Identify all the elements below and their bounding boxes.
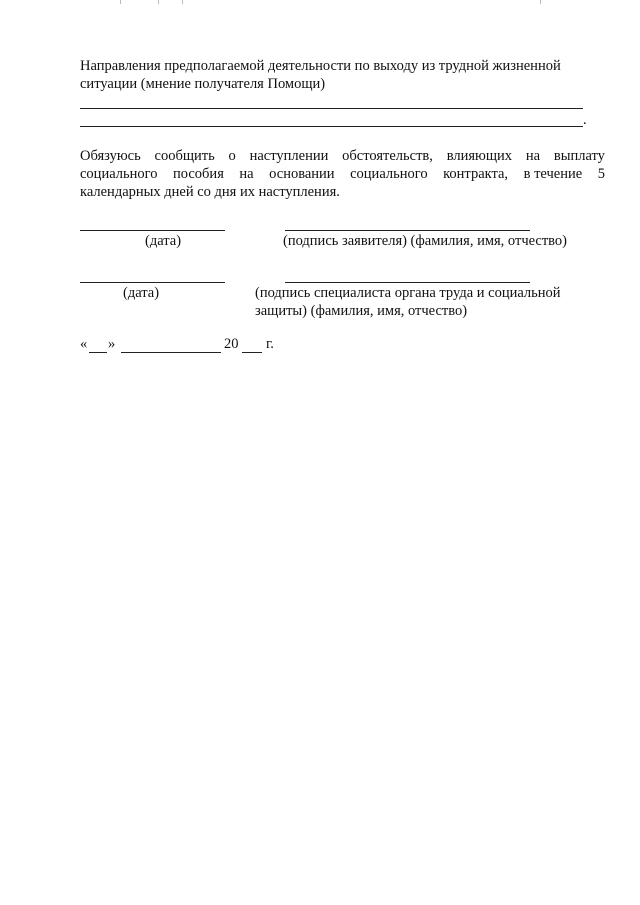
date-day-blank[interactable] xyxy=(89,352,107,353)
word: Обязуюсь xyxy=(80,148,141,164)
word: о xyxy=(228,148,236,164)
specialist-date-label: (дата) xyxy=(123,285,160,301)
word: сообщить xyxy=(154,148,215,164)
date-open-quote: « xyxy=(80,336,88,352)
scan-artifact xyxy=(120,0,121,4)
date-month-blank[interactable] xyxy=(121,352,221,353)
directions-end-mark: . xyxy=(583,112,587,128)
directions-answer-line-1[interactable] xyxy=(80,108,583,109)
date-year-suffix: г. xyxy=(266,336,274,352)
applicant-signature-line[interactable] xyxy=(285,230,530,231)
word: на xyxy=(239,166,254,182)
directions-heading-line1: Направления предполагаемой деятельности по выходу из трудной жизненной xyxy=(80,58,561,74)
applicant-signature-label: (подпись заявителя) (фамилия, имя, отчество) xyxy=(283,233,568,249)
applicant-date-label: (дата) xyxy=(145,233,182,249)
word: контракта, xyxy=(443,166,509,182)
date-year-prefix: 20 xyxy=(224,336,239,352)
directions-heading-line2: ситуации (мнение получателя Помощи) xyxy=(80,76,326,92)
specialist-signature-line[interactable] xyxy=(285,282,530,283)
scan-artifact xyxy=(182,0,183,4)
specialist-signature-label-line1: (подпись специалиста органа труда и социальной xyxy=(255,285,561,301)
word: социального xyxy=(80,166,158,182)
word: на xyxy=(525,148,541,164)
obligation-line2 xyxy=(80,166,605,184)
specialist-signature-label-line2: защиты) (фамилия, имя, отчество) xyxy=(255,303,468,319)
obligation-line1 xyxy=(80,148,605,166)
date-close-quote: » xyxy=(108,336,116,352)
scan-artifact xyxy=(540,0,541,4)
scan-artifact xyxy=(158,0,159,4)
word: обстоятельств, xyxy=(342,148,433,164)
obligation-line3: календарных дней со дня их наступления. xyxy=(80,184,340,200)
word: 5 xyxy=(597,166,605,182)
word: выплату xyxy=(553,148,605,164)
word: социального xyxy=(350,166,428,182)
word: наступлении xyxy=(249,148,329,164)
specialist-date-line[interactable] xyxy=(80,282,225,283)
date-year-blank[interactable] xyxy=(242,352,262,353)
word: основании xyxy=(269,166,335,182)
directions-answer-line-2[interactable] xyxy=(80,126,583,127)
word: пособия xyxy=(173,166,224,182)
applicant-date-line[interactable] xyxy=(80,230,225,231)
word: влияющих xyxy=(446,148,513,164)
word: в течение xyxy=(523,166,583,182)
